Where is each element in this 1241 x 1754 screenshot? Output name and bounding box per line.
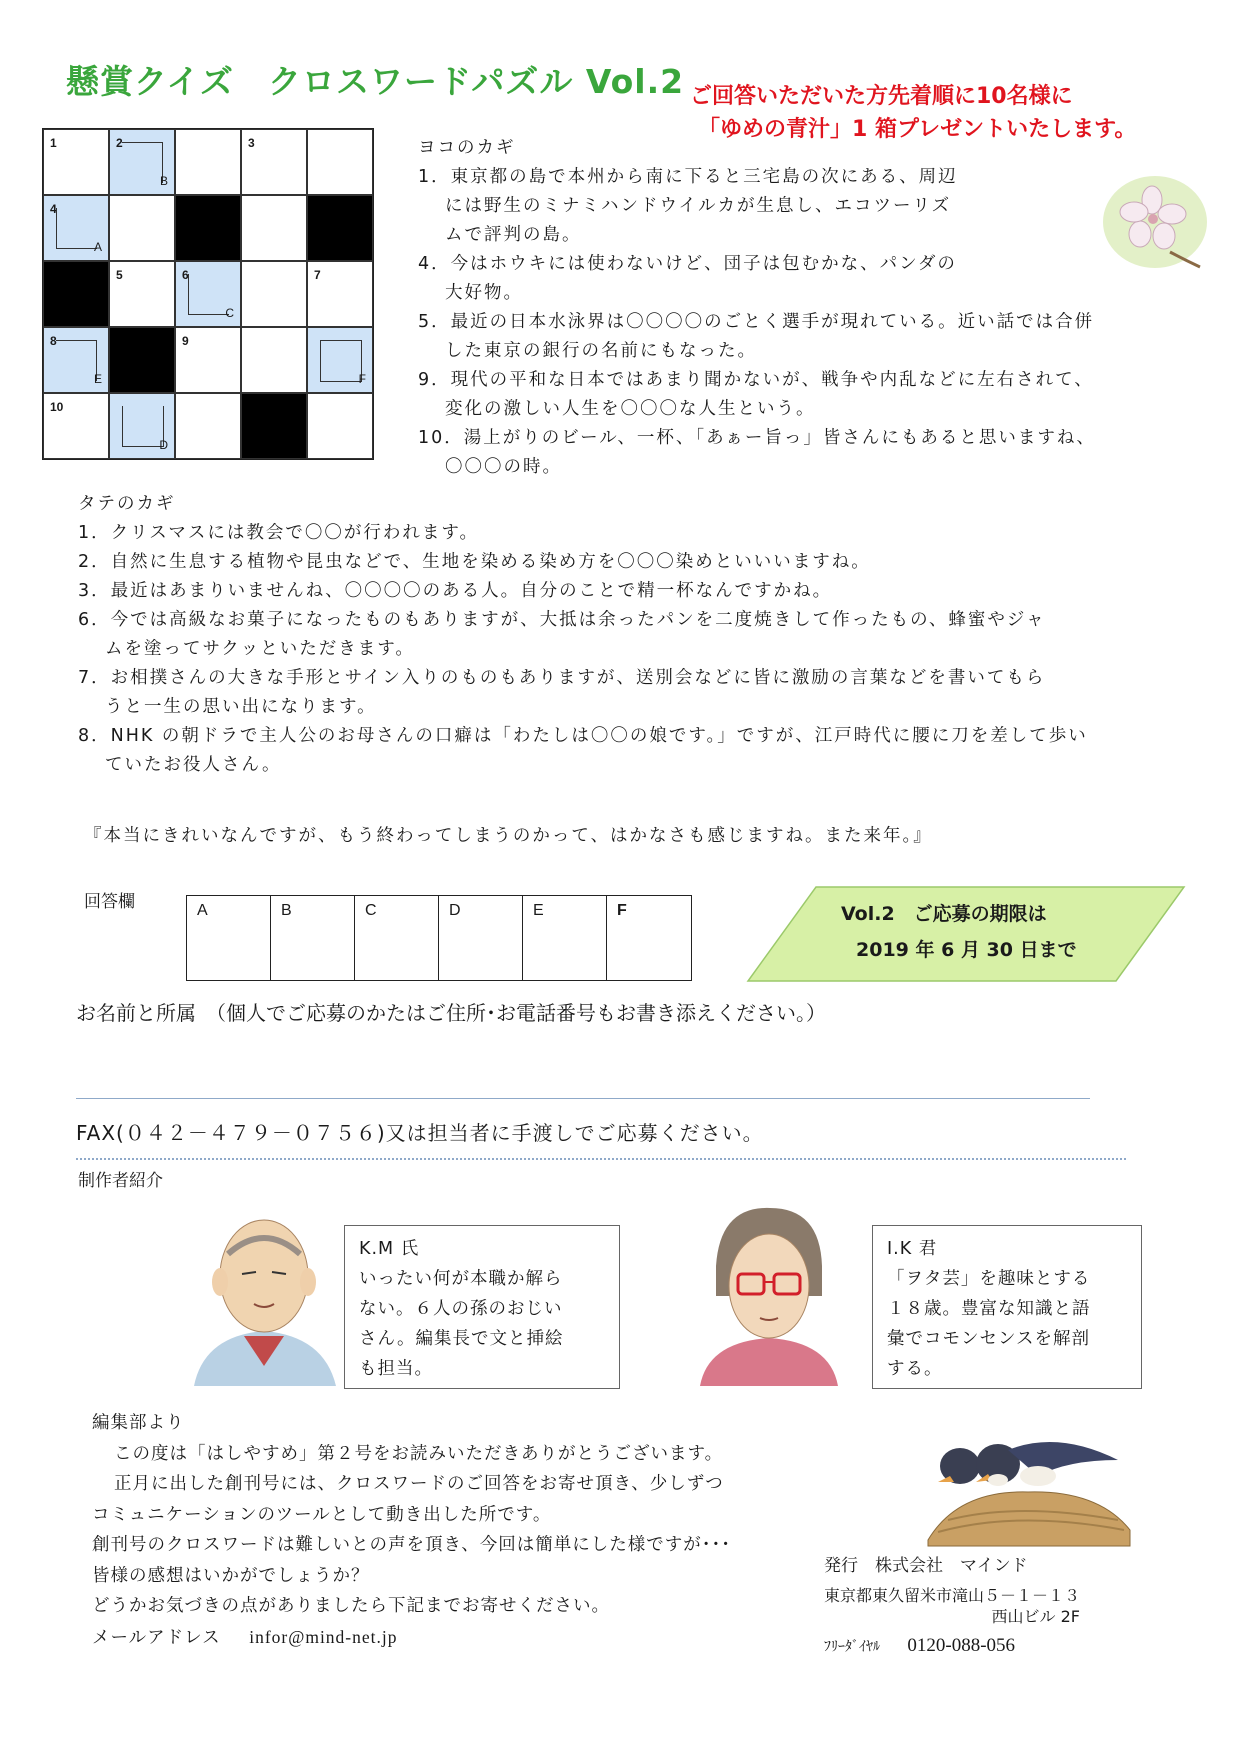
freedial-row [824, 1631, 1080, 1662]
answer-box-b[interactable] [271, 896, 355, 980]
bio-line: １８歳。豊富な知識と語 [887, 1299, 1091, 1319]
ik-portrait-illustration [694, 1196, 844, 1386]
editorial-line: コミュニケーションのツールとして動き出した所です。 [92, 1504, 552, 1525]
grid-cell[interactable] [241, 261, 307, 327]
grid-cell[interactable] [175, 393, 241, 459]
answer-letter: E [93, 372, 102, 386]
clue-line: ムで評判の島。 [445, 225, 582, 245]
creators-heading: 制作者紹介 [78, 1171, 163, 1191]
clue-line: 10．湯上がりのビール、一杯、「あぁー旨っ」皆さんにもあると思いますね、 [418, 428, 1096, 448]
grid-cell[interactable] [109, 195, 175, 261]
clue-line: 〇〇〇の時。 [445, 457, 562, 477]
clue-number: 5 [116, 268, 123, 282]
publisher-info [824, 1552, 1080, 1662]
grid-cell-black [241, 393, 307, 459]
editorial-line: この度は「はしやすめ」第２号をお読みいただきありがとうございます。 [114, 1443, 724, 1464]
swallow-nest-illustration [898, 1420, 1138, 1550]
dotted-divider [76, 1158, 1126, 1160]
editorial-line: どうかお気づきの点がありましたら下記までお寄せください。 [92, 1596, 610, 1616]
mail-row [92, 1622, 731, 1654]
answer-box-letter: A [197, 902, 208, 919]
answer-box-c[interactable] [355, 896, 439, 980]
clue-item [418, 366, 1188, 424]
editorial-line: 正月に出した創刊号には、クロスワードのご回答をお寄せ頂き、少しずつ [114, 1474, 724, 1494]
clue-line: 1．クリスマスには教会で〇〇が行われます。 [78, 523, 480, 543]
grid-cell-black [109, 327, 175, 393]
grid-cell[interactable] [43, 393, 109, 459]
clue-number: 2 [116, 136, 123, 150]
bio-line: も担当。 [359, 1359, 433, 1379]
answer-marker [122, 406, 164, 447]
clue-line: 2．自然に生息する植物や昆虫などで、生地を染める染め方を〇〇〇染めといいいますね。 [78, 552, 871, 572]
clue-number: 1 [50, 136, 57, 150]
ik-bio-box [872, 1225, 1142, 1389]
hint-quote: 『本当にきれいなんですが、もう終わってしまうのかって、はかなさも感じますね。また来年。』 [84, 826, 933, 846]
fax-instruction: FAX(０４２－４７９－０７５６)又は担当者に手渡しでご応募ください。 [76, 1121, 764, 1145]
grid-cell-answer-d[interactable] [109, 393, 175, 459]
publisher-building: 西山ビル 2F [991, 1607, 1081, 1626]
clue-number: 7 [314, 268, 321, 282]
km-portrait-illustration [184, 1196, 344, 1386]
clue-item [78, 519, 1178, 548]
grid-cell[interactable] [109, 261, 175, 327]
answer-letter: A [93, 240, 102, 254]
clue-item [418, 163, 1188, 250]
editorial-line: 創刊号のクロスワードは難しいとの声を頂き、今回は簡単にした様ですが･･･ [92, 1535, 732, 1555]
answer-box-letter: F [617, 902, 627, 919]
clue-line: 8．NHK の朝ドラで主人公のお母さんの口癖は「わたしは〇〇の娘です。」ですが、江戸時代に腰に刀を差して歩い [78, 726, 1088, 746]
bio-line: ない。６人の孫のおじい [359, 1299, 563, 1319]
grid-cell-black [175, 195, 241, 261]
promo-line-2: 「ゆめの青汁」1 箱プレゼントいたします。 [698, 117, 1137, 142]
clue-number: 8 [50, 334, 57, 348]
across-heading: ヨコのカギ [418, 138, 516, 158]
editorial-heading: 編集部より [92, 1413, 185, 1433]
answer-marker [188, 274, 229, 315]
name-affiliation-field[interactable]: お名前と所属 （個人でご応募のかたはご住所･お電話番号もお書き添えください。） [76, 1001, 826, 1025]
clue-number: 6 [182, 268, 189, 282]
answer-marker [320, 340, 362, 382]
grid-cell[interactable] [241, 129, 307, 195]
freedial-label: ﾌﾘｰﾀﾞｲﾔﾙ [824, 1639, 880, 1655]
grid-cell[interactable] [241, 195, 307, 261]
clue-item [78, 664, 1178, 722]
answer-box-f[interactable] [607, 896, 691, 980]
grid-cell[interactable] [307, 129, 373, 195]
grid-cell-answer-c[interactable] [175, 261, 241, 327]
clue-line: 9．現代の平和な日本ではあまり聞かないが、戦争や内乱などに左右されて、 [418, 370, 1094, 390]
clue-line: 変化の激しい人生を〇〇〇な人生という。 [445, 399, 816, 419]
clue-line: 1．東京都の島で本州から南に下ると三宅島の次にある、周辺 [418, 167, 958, 187]
grid-cell[interactable] [175, 129, 241, 195]
down-clues [78, 490, 1178, 780]
crossword-grid [42, 128, 374, 460]
ik-name: I.K 君 [887, 1239, 938, 1259]
clue-item [78, 606, 1178, 664]
clue-line: 4．今はホウキには使わないけど、団子は包むかな、パンダの [418, 254, 957, 274]
grid-cell[interactable] [241, 327, 307, 393]
answer-box-e[interactable] [523, 896, 607, 980]
bio-line: いったい何が本職か解ら [359, 1269, 563, 1289]
bio-line: さん。編集長で文と挿絵 [359, 1329, 564, 1349]
clue-line: 6．今では高級なお菓子になったものもありますが、大抵は余ったパンを二度焼きして作ったもの、蜂蜜やジャ [78, 610, 1046, 630]
divider [76, 1098, 1090, 1099]
bio-line: 彙でコモンセンスを解剖 [887, 1329, 1090, 1349]
answer-box-letter: C [365, 902, 377, 919]
answer-marker [122, 142, 163, 183]
answer-boxes [186, 895, 692, 981]
page-title: 懸賞クイズ クロスワードパズル Vol.2 [66, 62, 685, 101]
grid-cell-answer-f[interactable] [307, 327, 373, 393]
km-bio-box [344, 1225, 620, 1389]
answer-box-letter: B [281, 902, 292, 919]
editorial-section [92, 1408, 731, 1653]
clue-item [418, 250, 1188, 308]
publisher-address: 東京都東久留米市滝山５－１－１３ [824, 1586, 1081, 1605]
clue-line: 7．お相撲さんの大きな手形とサイン入りのものもありますが、送別会などに皆に激励の言葉などを書いてもら [78, 668, 1046, 688]
editorial-line: 皆様の感想はいかがでしょうか？ [92, 1565, 370, 1586]
clue-item [78, 577, 1178, 606]
clue-number: 10 [50, 400, 64, 414]
grid-cell[interactable] [175, 327, 241, 393]
clue-line: 3．最近はあまりいませんね、〇〇〇〇のある人。自分のことで精一杯なんですかね。 [78, 581, 833, 601]
clue-line: 5．最近の日本水泳界は〇〇〇〇のごとく選手が現れている。近い話では合併 [418, 312, 1095, 332]
answer-label: 回答欄 [84, 892, 135, 912]
km-name: K.M 氏 [359, 1239, 420, 1259]
answer-box-letter: E [533, 902, 544, 919]
answer-box-letter: D [449, 902, 461, 919]
clue-line: 大好物。 [445, 283, 523, 303]
grid-cell-answer-e[interactable] [43, 327, 109, 393]
clue-item [418, 308, 1188, 366]
clue-number: 9 [182, 334, 189, 348]
answer-marker [56, 208, 97, 249]
answer-letter: B [159, 174, 168, 188]
clue-item [78, 548, 1178, 577]
grid-cell-answer-a[interactable] [43, 195, 109, 261]
grid-cell[interactable] [43, 129, 109, 195]
mail-label: メールアドレス [92, 1627, 221, 1648]
grid-cell[interactable] [307, 393, 373, 459]
answer-box-d[interactable] [439, 896, 523, 980]
answer-letter: D [159, 438, 168, 452]
clue-line: した東京の銀行の名前にもなった。 [445, 341, 757, 361]
promo-line-1: ご回答いただいた方先着順に10名様に [690, 84, 1073, 109]
grid-cell[interactable] [307, 261, 373, 327]
clue-number: 4 [50, 202, 57, 216]
clue-line: うと一生の思い出になります。 [105, 697, 377, 717]
answer-box-a[interactable] [187, 896, 271, 980]
answer-marker [56, 340, 97, 381]
deadline-banner [746, 885, 1186, 983]
freedial-number[interactable]: 0120-088-056 [907, 1635, 1016, 1656]
grid-cell-black [43, 261, 109, 327]
answer-letter: F [358, 372, 366, 386]
publisher-label: 発行 株式会社 マインド [824, 1556, 1028, 1576]
across-clues [418, 134, 1188, 482]
deadline-line-1: Vol.2 ご応募の期限は [841, 903, 1047, 925]
down-heading: タテのカギ [78, 494, 176, 514]
bio-line: する。 [887, 1359, 943, 1379]
mail-address[interactable]: infor@mind-net.jp [249, 1626, 398, 1647]
clue-item [418, 424, 1188, 482]
grid-cell-black [307, 195, 373, 261]
clue-line: ていたお役人さん。 [105, 755, 282, 775]
clue-item [78, 722, 1178, 780]
bio-line: 「ヲタ芸」を趣味とする [887, 1269, 1091, 1289]
clue-line: には野生のミナミハンドウイルカが生息し、エコツーリズ [445, 196, 952, 216]
deadline-line-2: 2019 年 6 月 30 日まで [856, 939, 1077, 961]
clue-number: 3 [248, 136, 255, 150]
answer-letter: C [225, 306, 234, 320]
grid-cell-answer-b[interactable] [109, 129, 175, 195]
clue-line: ムを塗ってサクッといただきます。 [105, 639, 415, 659]
